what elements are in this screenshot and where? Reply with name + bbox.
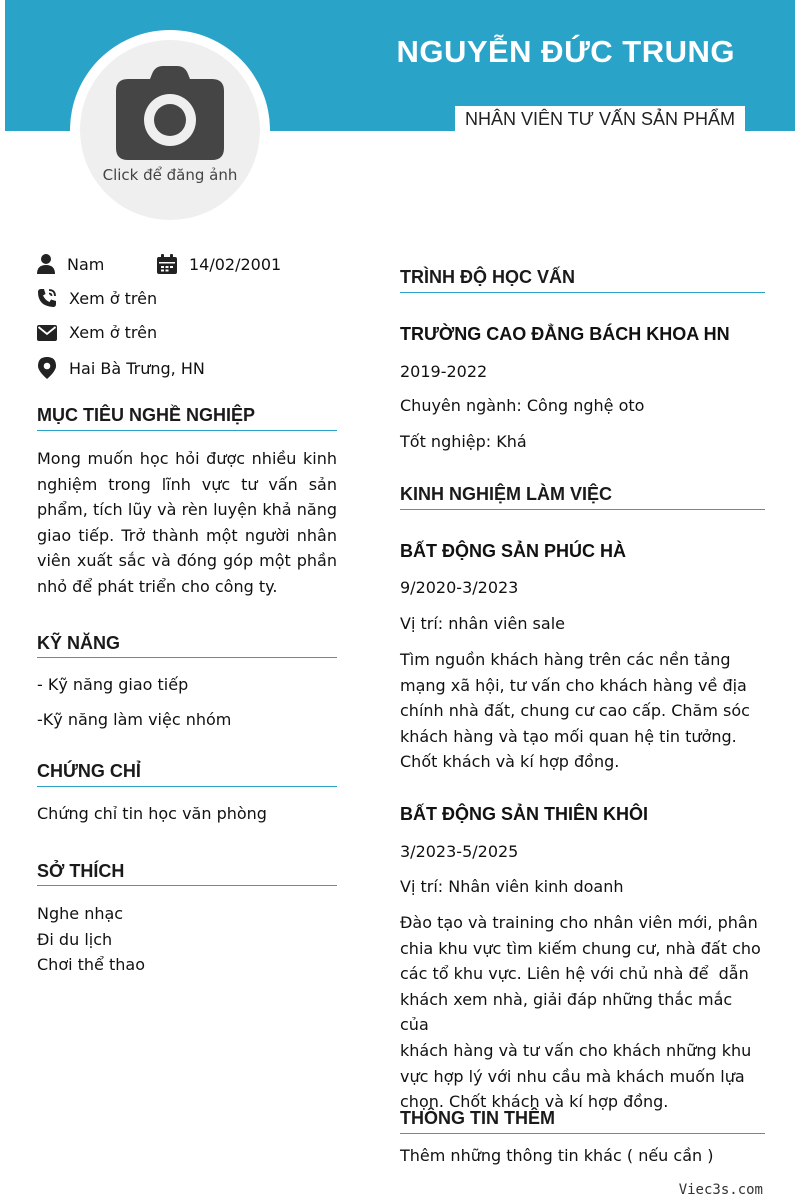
- job-description-line: Đào tạo và training cho nhân viên mới, phân: [400, 913, 758, 932]
- company-name[interactable]: BẤT ĐỘNG SẢN PHÚC HÀ: [400, 541, 627, 561]
- job-position[interactable]: Vị trí: nhân viên sale: [400, 614, 565, 633]
- birthdate-row: [157, 254, 281, 274]
- birthdate-value[interactable]: 14/02/2001: [189, 254, 282, 274]
- education-title: TRÌNH ĐỘ HỌC VẤN: [400, 267, 575, 287]
- objective-line: phẩm, tích lũy và rèn luyện khả năng: [37, 500, 337, 520]
- hobby-item: Chơi thể thao: [37, 955, 145, 975]
- camera-icon: [116, 66, 224, 160]
- objective-line: viên xuất sắc và đóng góp một phần: [37, 551, 337, 571]
- gender-row: [37, 254, 104, 274]
- location-icon: [37, 357, 57, 379]
- hobbies-list[interactable]: [37, 901, 337, 978]
- person-icon: [37, 254, 55, 274]
- watermark: Viec3s.com: [678, 1182, 763, 1198]
- calendar-icon: [157, 254, 177, 274]
- objective-line: nghiệm trong lĩnh vực tư vấn sản: [37, 474, 337, 494]
- job-description-line: mạng xã hội, tư vấn cho khách hàng về địa: [400, 675, 747, 695]
- certificate-item[interactable]: Chứng chỉ tin học văn phòng: [37, 804, 267, 823]
- address-value[interactable]: Hai Bà Trưng, HN: [69, 358, 205, 378]
- job-description-line: chọn. Chốt khách và kí hợp đồng.: [400, 1092, 669, 1112]
- objective-divider: [37, 430, 337, 431]
- job-description-line: Chốt khách và kí hợp đồng.: [400, 752, 620, 772]
- objective-line: nhỏ để phát triển cho công ty.: [37, 576, 278, 596]
- job-description[interactable]: [400, 647, 765, 775]
- job-description-line: khách xem nhà, giải đáp những thắc mắc của: [400, 989, 733, 1035]
- job-description-line: các tổ khu vực. Liên hệ với chủ nhà để dẫn: [400, 964, 749, 984]
- skill-item[interactable]: - Kỹ năng giao tiếp: [37, 675, 189, 694]
- phone-row: [37, 288, 157, 308]
- certificates-title: CHỨNG CHỈ: [37, 761, 141, 781]
- company-name[interactable]: BẤT ĐỘNG SẢN THIÊN KHÔI: [400, 804, 649, 824]
- phone-icon: [37, 288, 57, 308]
- objective-line: giao tiếp. Trở thành một người nhân: [37, 525, 337, 545]
- photo-upload-label: Click để đăng ảnh: [102, 166, 238, 184]
- school-name[interactable]: TRƯỜNG CAO ĐẲNG BÁCH KHOA HN: [400, 324, 730, 344]
- phone-value[interactable]: Xem ở trên: [69, 288, 158, 308]
- objective-title: MỤC TIÊU NGHỀ NGHIỆP: [37, 405, 256, 425]
- skills-divider: [37, 657, 337, 658]
- extra-title: THÔNG TIN THÊM: [400, 1108, 555, 1128]
- job-period[interactable]: 3/2023-5/2025: [400, 842, 519, 861]
- education-years[interactable]: 2019-2022: [400, 362, 488, 381]
- email-value[interactable]: Xem ở trên: [69, 323, 158, 342]
- certificates-divider: [37, 786, 337, 787]
- education-major[interactable]: Chuyên ngành: Công nghệ oto: [400, 396, 645, 415]
- job-title[interactable]: NHÂN VIÊN TƯ VẤN SẢN PHẨM: [455, 106, 745, 132]
- objective-text[interactable]: [37, 446, 337, 600]
- job-description[interactable]: [400, 910, 765, 1115]
- experience-divider: [400, 509, 765, 510]
- hobby-item: Đi du lịch: [37, 929, 113, 949]
- email-row: [37, 323, 157, 342]
- skill-item[interactable]: -Kỹ năng làm việc nhóm: [37, 710, 232, 729]
- hobbies-divider: [37, 885, 337, 886]
- extra-text[interactable]: Thêm những thông tin khác ( nếu cần ): [400, 1146, 714, 1165]
- experience-title: KINH NGHIỆM LÀM VIỆC: [400, 484, 613, 504]
- extra-divider: [400, 1133, 765, 1134]
- candidate-name[interactable]: NGUYỄN ĐỨC TRUNG: [396, 34, 735, 69]
- job-description-line: Tìm nguồn khách hàng trên các nền tảng: [400, 650, 731, 669]
- job-description-line: khách hàng và tư vấn cho khách những khu: [400, 1040, 752, 1060]
- skills-title: KỸ NĂNG: [37, 633, 121, 653]
- address-row: [37, 357, 205, 379]
- job-position[interactable]: Vị trí: Nhân viên kinh doanh: [400, 877, 624, 896]
- job-description-line: chính nhà đất, chung cư cao cấp. Chăm sóc: [400, 701, 750, 721]
- gender-value[interactable]: Nam: [67, 254, 105, 274]
- job-period[interactable]: 9/2020-3/2023: [400, 578, 519, 597]
- job-description-line: vực hợp lý với nhu cầu mà khách muốn lựa: [400, 1066, 745, 1086]
- education-grade[interactable]: Tốt nghiệp: Khá: [400, 432, 527, 451]
- email-icon: [37, 325, 57, 341]
- hobby-item: Nghe nhạc: [37, 904, 124, 923]
- job-description-line: khách hàng và tạo mối quan hệ tin tưởng.: [400, 726, 737, 746]
- job-description-line: chia khu vực tìm kiếm chung cư, nhà đất cho: [400, 938, 761, 958]
- education-divider: [400, 292, 765, 293]
- hobbies-title: SỞ THÍCH: [37, 861, 125, 881]
- objective-line: Mong muốn học hỏi được nhiều kinh: [37, 449, 337, 468]
- photo-upload[interactable]: [80, 40, 260, 220]
